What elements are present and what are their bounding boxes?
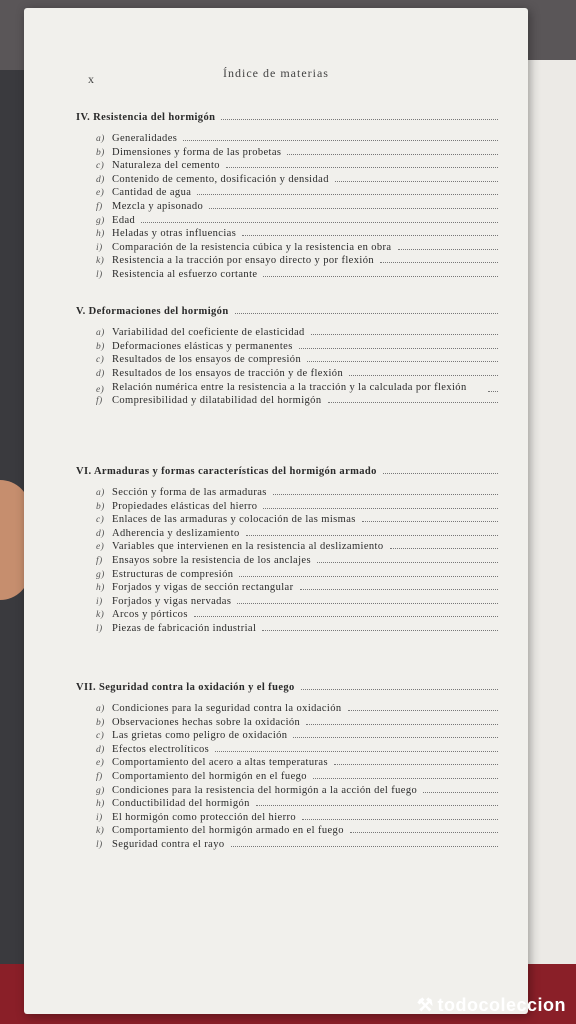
entry-text: Deformaciones elásticas y permanentes bbox=[112, 340, 293, 352]
dot-leader bbox=[334, 764, 498, 765]
dot-leader bbox=[349, 375, 498, 376]
toc-entry bbox=[96, 730, 516, 744]
entry-label: d) bbox=[96, 174, 105, 185]
toc-entry bbox=[96, 354, 516, 368]
dot-leader bbox=[239, 576, 498, 577]
dot-leader bbox=[300, 589, 498, 590]
watermark bbox=[417, 995, 566, 1016]
entry-label: l) bbox=[96, 269, 103, 280]
toc-entry bbox=[96, 771, 516, 785]
entry-text: Naturaleza del cemento bbox=[112, 160, 220, 172]
dot-leader bbox=[209, 208, 498, 209]
entry-label: i) bbox=[96, 242, 103, 253]
section-title bbox=[76, 306, 516, 321]
entry-label: e) bbox=[96, 542, 105, 553]
entry-label: b) bbox=[96, 501, 105, 512]
section-title bbox=[76, 682, 516, 697]
section-title-text: VI. Armaduras y formas características del hormigón armado bbox=[76, 466, 377, 477]
toc-entry bbox=[96, 160, 516, 174]
entry-label: f) bbox=[96, 771, 103, 782]
entry-text: Edad bbox=[112, 214, 136, 226]
section-title-text: IV. Resistencia del hormigón bbox=[76, 112, 216, 123]
toc-entry bbox=[96, 341, 516, 355]
entry-text: Resultados de los ensayos de tracción y de flexión bbox=[112, 367, 344, 379]
watermark-brand: todocoleccion bbox=[437, 995, 566, 1015]
entry-label: d) bbox=[96, 368, 105, 379]
toc-entry bbox=[96, 785, 516, 799]
dot-leader bbox=[328, 402, 499, 403]
entry-text: Comportamiento del acero a altas temperaturas bbox=[112, 757, 328, 769]
entry-text: Condiciones para la resistencia del hormigón a la acción del fuego bbox=[112, 784, 418, 796]
dot-leader bbox=[194, 616, 498, 617]
toc-entry bbox=[96, 327, 516, 341]
entry-label: g) bbox=[96, 215, 105, 226]
entry-text: Conductibilidad del hormigón bbox=[112, 798, 250, 810]
toc-entry bbox=[96, 528, 516, 542]
dot-leader bbox=[350, 832, 498, 833]
entry-label: k) bbox=[96, 256, 105, 267]
entry-text: Piezas de fabricación industrial bbox=[112, 622, 257, 634]
entry-label: f) bbox=[96, 201, 103, 212]
entry-label: c) bbox=[96, 731, 105, 742]
entry-label: d) bbox=[96, 744, 105, 755]
entry-label: f) bbox=[96, 395, 103, 406]
entry-text: Dimensiones y forma de las probetas bbox=[112, 146, 282, 158]
toc-entry bbox=[96, 368, 516, 382]
entry-text: Comportamiento del hormigón en el fuego bbox=[112, 770, 307, 782]
entry-label: c) bbox=[96, 161, 105, 172]
entry-text: Mezcla y apisonado bbox=[112, 200, 204, 212]
entry-label: c) bbox=[96, 515, 105, 526]
toc-entry bbox=[96, 269, 516, 283]
entry-label: h) bbox=[96, 229, 105, 240]
toc-entry bbox=[96, 569, 516, 583]
toc-entry bbox=[96, 255, 516, 269]
dot-leader bbox=[221, 119, 498, 120]
entry-label: a) bbox=[96, 704, 105, 714]
dot-leader bbox=[383, 473, 498, 474]
entry-label: a) bbox=[96, 134, 105, 144]
dot-leader bbox=[293, 737, 498, 738]
toc-entry bbox=[96, 555, 516, 569]
dot-leader bbox=[235, 313, 498, 314]
toc-entry bbox=[96, 174, 516, 188]
entry-text: Resistencia a la tracción por ensayo directo y por flexión bbox=[112, 255, 374, 267]
entry-text: Propiedades elásticas del hierro bbox=[112, 500, 258, 512]
entry-label: h) bbox=[96, 583, 105, 594]
entry-label: k) bbox=[96, 826, 105, 837]
entry-text: Compresibilidad y dilatabilidad del hormigón bbox=[112, 394, 322, 406]
dot-leader bbox=[423, 792, 498, 793]
entry-label: a) bbox=[96, 488, 105, 498]
toc-section-iv bbox=[76, 112, 516, 283]
entry-text: Forjados y vigas nervadas bbox=[112, 595, 232, 607]
dot-leader bbox=[256, 805, 498, 806]
entry-label: i) bbox=[96, 596, 103, 607]
entry-text: Comportamiento del hormigón armado en el fuego bbox=[112, 825, 344, 837]
entry-text: Las grietas como peligro de oxidación bbox=[112, 730, 288, 742]
dot-leader bbox=[311, 334, 498, 335]
running-head: Índice de materias bbox=[223, 66, 329, 80]
toc-entry bbox=[96, 541, 516, 555]
dot-leader bbox=[390, 548, 498, 549]
dot-leader bbox=[197, 194, 498, 195]
section-title-text: V. Deformaciones del hormigón bbox=[76, 306, 229, 317]
toc-entry bbox=[96, 703, 516, 717]
entry-text: Cantidad de agua bbox=[112, 187, 192, 199]
entry-text: Comparación de la resistencia cúbica y la resistencia en obra bbox=[112, 241, 392, 253]
entry-label: f) bbox=[96, 555, 103, 566]
entry-label: g) bbox=[96, 785, 105, 796]
dot-leader bbox=[226, 167, 498, 168]
entry-text: Seguridad contra el rayo bbox=[112, 838, 225, 850]
entry-text: Arcos y pórticos bbox=[112, 609, 188, 621]
toc-entry bbox=[96, 395, 516, 409]
entry-text: Forjados y vigas de sección rectangular bbox=[112, 582, 294, 594]
toc-entry bbox=[96, 381, 516, 395]
dot-leader bbox=[380, 262, 498, 263]
dot-leader bbox=[237, 603, 498, 604]
section-title-text: VII. Seguridad contra la oxidación y el fuego bbox=[76, 682, 295, 693]
entry-text: Ensayos sobre la resistencia de los anclajes bbox=[112, 554, 311, 566]
toc-entry bbox=[96, 839, 516, 853]
entry-label: l) bbox=[96, 839, 103, 850]
toc-entry bbox=[96, 215, 516, 229]
entry-label: h) bbox=[96, 799, 105, 810]
entry-text: Observaciones hechas sobre la oxidación bbox=[112, 716, 301, 728]
dot-leader bbox=[287, 154, 498, 155]
toc-entry bbox=[96, 487, 516, 501]
toc-entry bbox=[96, 757, 516, 771]
entry-text: Condiciones para la seguridad contra la oxidación bbox=[112, 703, 342, 714]
dot-leader bbox=[263, 508, 498, 509]
toc-entry bbox=[96, 501, 516, 515]
toc-entry bbox=[96, 582, 516, 596]
entry-text: Estructuras de compresión bbox=[112, 568, 234, 580]
dot-leader bbox=[183, 140, 498, 141]
dot-leader bbox=[242, 235, 498, 236]
entry-label: k) bbox=[96, 610, 105, 621]
dot-leader bbox=[263, 276, 498, 277]
toc-entry bbox=[96, 812, 516, 826]
dot-leader bbox=[246, 535, 498, 536]
dot-leader bbox=[299, 348, 498, 349]
dot-leader bbox=[307, 361, 498, 362]
entry-text: El hormigón como protección del hierro bbox=[112, 811, 297, 823]
toc-entry bbox=[96, 514, 516, 528]
toc-entry bbox=[96, 623, 516, 637]
entry-text: Adherencia y deslizamiento bbox=[112, 527, 240, 539]
toc-section-vi bbox=[76, 466, 516, 637]
entry-text: Heladas y otras influencias bbox=[112, 228, 237, 240]
book-page bbox=[24, 8, 528, 1014]
entry-label: b) bbox=[96, 717, 105, 728]
toc-entry bbox=[96, 147, 516, 161]
entry-label: g) bbox=[96, 569, 105, 580]
entry-label: b) bbox=[96, 147, 105, 158]
entry-label: d) bbox=[96, 528, 105, 539]
section-title bbox=[76, 112, 516, 127]
entry-text: Generalidades bbox=[112, 133, 178, 144]
dot-leader bbox=[141, 222, 498, 223]
toc-entry bbox=[96, 744, 516, 758]
dot-leader bbox=[302, 819, 498, 820]
entry-text: Relación numérica entre la resistencia a la tracción y la calculada por flexión bbox=[112, 382, 467, 394]
dot-leader bbox=[362, 521, 498, 522]
entry-label: c) bbox=[96, 355, 105, 366]
entry-text: Variabilidad del coeficiente de elasticidad bbox=[112, 327, 305, 338]
entry-label: l) bbox=[96, 623, 103, 634]
dot-leader bbox=[488, 391, 498, 392]
entry-text: Sección y forma de las armaduras bbox=[112, 487, 267, 498]
dot-leader bbox=[231, 846, 498, 847]
section-title bbox=[76, 466, 516, 481]
dot-leader bbox=[313, 778, 498, 779]
gavel-icon: ⚒ bbox=[416, 995, 434, 1015]
entry-label: e) bbox=[96, 188, 105, 199]
dot-leader bbox=[335, 181, 498, 182]
dot-leader bbox=[306, 724, 498, 725]
entry-text: Variables que intervienen en la resistencia al deslizamiento bbox=[112, 541, 384, 553]
toc-entry bbox=[96, 201, 516, 215]
toc-entry bbox=[96, 187, 516, 201]
toc-entry bbox=[96, 609, 516, 623]
entry-text: Contenido de cemento, dosificación y densidad bbox=[112, 173, 329, 185]
toc-entry bbox=[96, 133, 516, 147]
toc-entry bbox=[96, 242, 516, 256]
toc-section-v bbox=[76, 306, 516, 409]
dot-leader bbox=[273, 494, 498, 495]
entry-text: Efectos electrolíticos bbox=[112, 743, 210, 755]
toc-section-vii bbox=[76, 682, 516, 853]
dot-leader bbox=[348, 710, 498, 711]
page-number: x bbox=[88, 72, 94, 86]
toc-entry bbox=[96, 825, 516, 839]
entry-label: a) bbox=[96, 328, 105, 338]
dot-leader bbox=[317, 562, 498, 563]
dot-leader bbox=[262, 630, 498, 631]
entry-text: Resistencia al esfuerzo cortante bbox=[112, 268, 258, 280]
dot-leader bbox=[301, 689, 498, 690]
entry-label: e) bbox=[96, 384, 105, 395]
entry-text: Resultados de los ensayos de compresión bbox=[112, 354, 302, 366]
toc-entry bbox=[96, 228, 516, 242]
dot-leader bbox=[215, 751, 498, 752]
entry-label: e) bbox=[96, 758, 105, 769]
entry-label: i) bbox=[96, 812, 103, 823]
toc-entry bbox=[96, 798, 516, 812]
entry-text: Enlaces de las armaduras y colocación de las mismas bbox=[112, 514, 356, 526]
toc-entry bbox=[96, 717, 516, 731]
entry-label: b) bbox=[96, 341, 105, 352]
toc-entry bbox=[96, 596, 516, 610]
dot-leader bbox=[398, 249, 499, 250]
